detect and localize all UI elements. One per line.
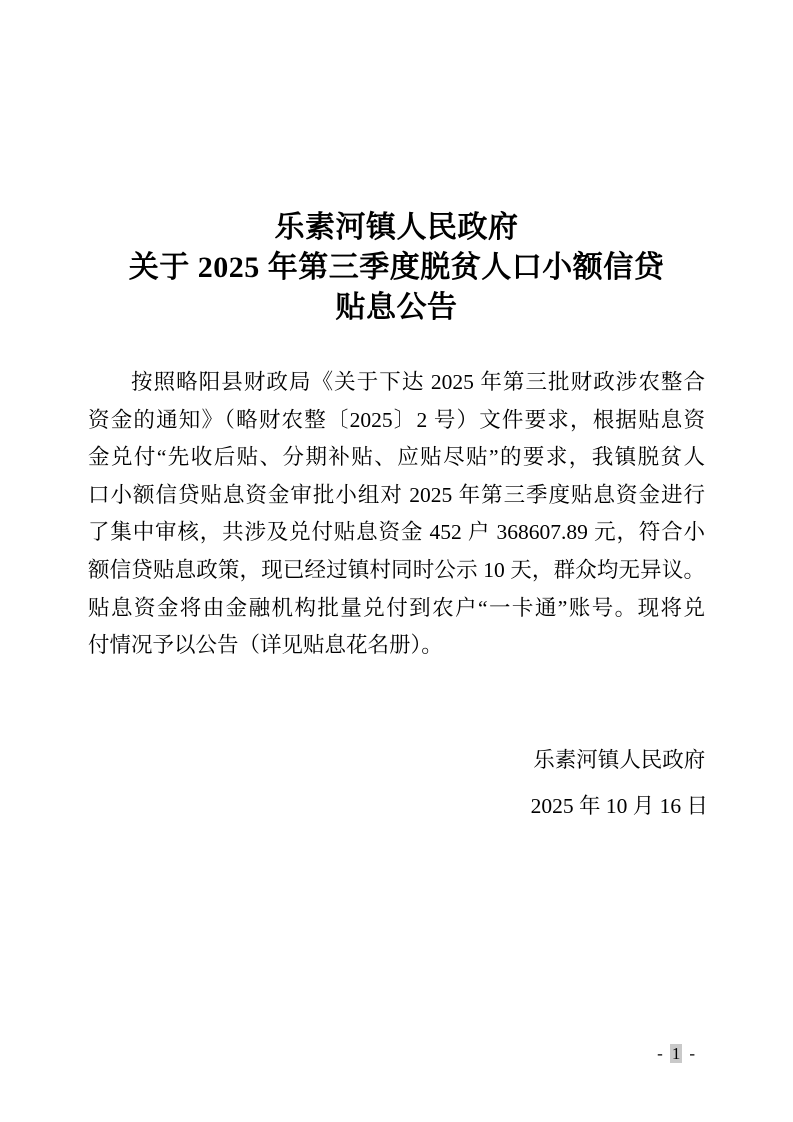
body-line: 资金的通知》（略财农整〔2025〕2 号）文件要求，根据贴息资 [88,407,705,432]
body-paragraph [88,364,705,665]
body-line: 额信贷贴息政策，现已经过镇村同时公示 10 天，群众均无异议。 [88,557,705,582]
body-line: 金兑付“先收后贴、分期补贴、应贴尽贴”的要求，我镇脱贫人 [88,445,705,470]
signature-date: 2025 年 10 月 16 日 [530,793,708,818]
title-line-org: 乐素河镇人民政府 [274,211,519,244]
title-line-type: 贴息公告 [335,291,458,324]
document-title [0,208,793,328]
signature-org: 乐素河镇人民政府 [533,747,706,772]
body-line: 贴息资金将由金融机构批量兑付到农户“一卡通”账号。现将兑 [88,595,705,620]
title-line-subject: 关于 2025 年第三季度脱贫人口小额信贷 [128,251,665,284]
body-line: 了集中审核，共涉及兑付贴息资金 452 户 368607.89 元，符合小 [88,520,705,545]
page-number-dash-left: - [657,1044,663,1063]
body-line: 口小额信贷贴息资金审批小组对 2025 年第三季度贴息资金进行 [88,482,705,507]
signature-block [0,737,793,829]
body-line: 按照略阳县财政局《关于下达 2025 年第三批财政涉农整合 [131,370,705,394]
body-line: 付情况予以公告（详见贴息花名册）。 [88,633,443,658]
page-number [657,1044,695,1064]
page-number-dash-right: - [689,1044,695,1063]
page-number-value: 1 [671,1044,681,1063]
